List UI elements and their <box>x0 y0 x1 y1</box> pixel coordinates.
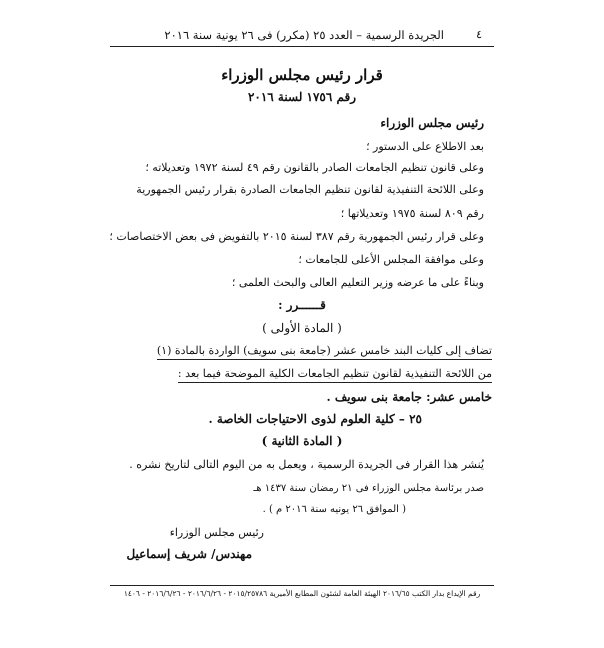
article1-line2: من اللائحة التنفيذية لقانون تنظيم الجامعات الكلية الموضحة فيما بعد : <box>178 367 492 383</box>
signature-title: رئيس مجلس الوزراء <box>169 526 264 539</box>
recital-1: بعد الاطلاع على الدستور ؛ <box>366 140 484 153</box>
article1-heading: ( المادة الأولى ) <box>262 321 342 335</box>
recital-2: وعلى قانون تنظيم الجامعات الصادر بالقانون رقم ٤٩ لسنة ١٩٧٢ وتعديلاته ؛ <box>145 161 484 174</box>
header-divider <box>110 46 494 47</box>
signature-name: مهندس/ شريف إسماعيل <box>126 547 252 561</box>
decided-heading: قــــــرر : <box>278 298 326 312</box>
corresponding-date: ( الموافق ٢٦ يونيه سنة ٢٠١٦ م ) . <box>262 504 406 515</box>
article2-text: يُنشر هذا القرار فى الجريدة الرسمية ، ويعمل به من اليوم التالى لتاريخ نشره . <box>129 458 484 471</box>
decree-number: رقم ١٧٥٦ لسنة ٢٠١٦ <box>247 90 357 104</box>
recital-4: وعلى قرار رئيس الجمهورية رقم ٣٨٧ لسنة ٢٠١٥ بالتفويض فى بعض الاختصاصات ؛ <box>109 230 484 243</box>
recital-5: وعلى موافقة المجلس الأعلى للجامعات ؛ <box>298 253 484 266</box>
issued-line: صدر برئاسة مجلس الوزراء فى ٢١ رمضان سنة ١٤٣٧ هـ <box>253 483 484 494</box>
item-heading: خامس عشر: جامعة بنى سويف . <box>326 390 492 404</box>
page-number: ٤ <box>476 28 482 41</box>
recital-6: وبناءً على ما عرضه وزير التعليم العالى والبحث العلمى ؛ <box>231 276 484 289</box>
article1-line1: تضاف إلى كليات البند خامس عشر (جامعة بنى سويف) الواردة بالمادة (١) <box>157 344 492 360</box>
recital-3: وعلى اللائحة التنفيذية لقانون تنظيم الجامعات الصادرة بقرار رئيس الجمهورية <box>136 183 484 196</box>
footer-divider <box>110 585 494 586</box>
deposit-info: رقم الإيداع بدار الكتب ٢٠١٦/٦٥ الهيئة العامة لشئون المطابع الأميرية ٢٠١٥/٢٥٧٨٦ - ٢٠١٦/٦/٢٦ - ٢٠١٦/٦/٢٦ - ١٤٠٦ <box>123 589 481 598</box>
decree-title: قرار رئيس مجلس الوزراء <box>221 66 383 84</box>
item-entry: ٢٥ – كلية العلوم لذوى الاحتياجات الخاصة . <box>208 412 422 426</box>
issuer: رئيس مجلس الوزراء <box>380 116 484 130</box>
running-title: الجريدة الرسمية – العدد ٢٥ (مكرر) فى ٢٦ يونية سنة ٢٠١٦ <box>164 28 444 42</box>
article2-heading: ( المادة الثانية ) <box>261 434 343 448</box>
recital-3-cont: رقم ٨٠٩ لسنة ١٩٧٥ وتعديلاتها ؛ <box>340 207 484 220</box>
